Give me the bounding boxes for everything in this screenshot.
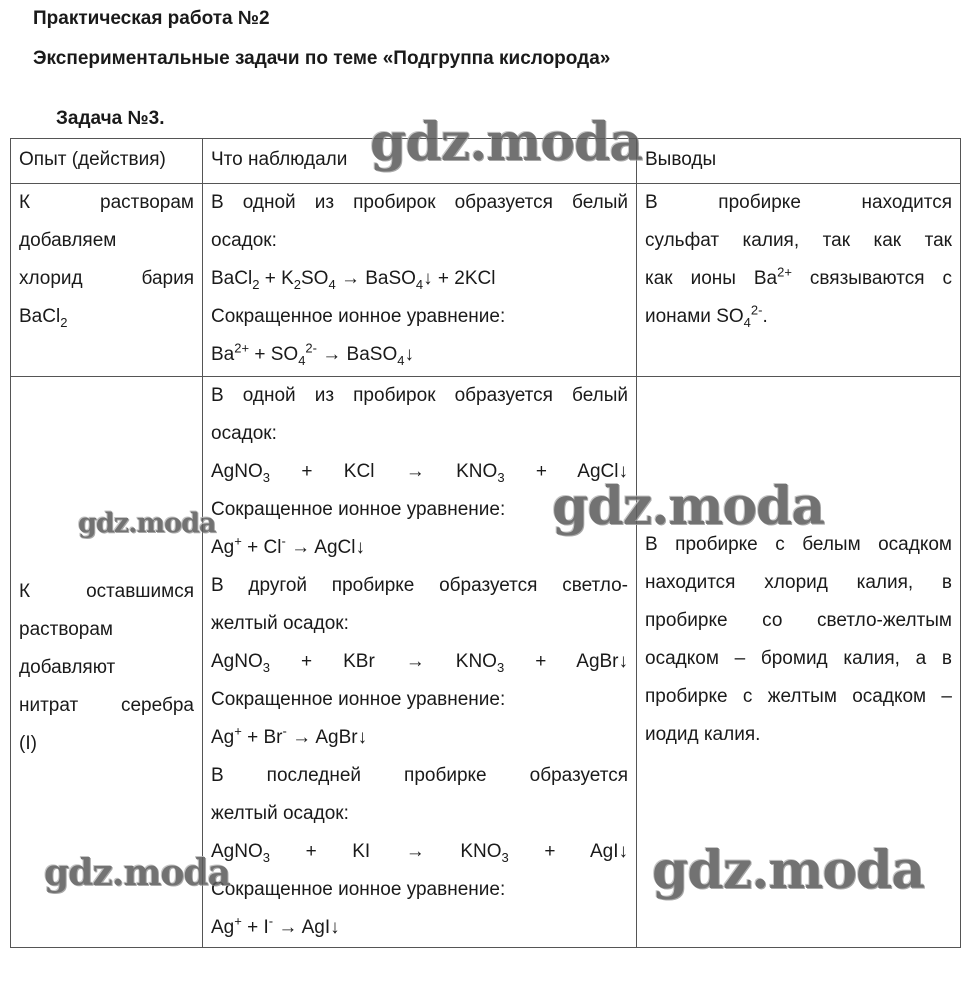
header-conclusion: Выводы [637, 139, 961, 184]
watermark: gdz.moda [78, 508, 216, 539]
task-heading: Задача №3. [56, 108, 165, 129]
table-row [11, 377, 961, 948]
experiment-table [10, 138, 961, 948]
ionic-equation-agi: Ag+ + I- → AgI↓ [211, 913, 340, 938]
header-observation: Что наблюдали [203, 139, 637, 184]
row2-action: К оставшимся растворам добавляют нитрат серебра (I) [11, 377, 203, 948]
ionic-equation-agcl: Ag+ + Cl- → AgCl↓ [211, 533, 365, 558]
equation-agbr: AgNO$_3$ + KBr → $KNO_3$ + AgBr↓ [211, 651, 629, 675]
row1-conclusion: В пробирке находится сульфат калия, так как так как ионы $Ba^{2+}$ связываются с ионами $SO_4^{2-}$. [637, 184, 961, 377]
equation-agi: AgNO$_3$ + KI → $KNO_3$ + AgI↓ [211, 841, 629, 865]
equation-agcl: AgNO$_3$ + KCl → $KNO_3$ + AgCl↓ [211, 461, 628, 485]
page-title: Практическая работа №2 [33, 8, 270, 29]
ionic-equation-baso4: $Ba^{2+} + SO_4^{2-}$ → BaSO$_4$↓ [211, 340, 414, 368]
row2-conclusion: В пробирке с белым осадком находится хлорид калия, в пробирке со светло-желтым осадком – бромид калия, а в пробирке с желтым осадком – иодид калия. [637, 377, 961, 948]
watermark: gdz.moda [552, 476, 825, 537]
watermark: gdz.moda [44, 852, 230, 894]
page-subtitle: Экспериментальные задачи по теме «Подгруппа кислорода» [33, 48, 611, 69]
watermark: gdz.moda [370, 112, 643, 173]
equation-bacl2: BaCl$_2$ + $K_2SO_4$ → BaSO$_4$↓ + 2KCl [211, 268, 496, 292]
table-header-row [11, 139, 961, 184]
row1-action: К растворам добавляем хлорид бария BaCl$_2$ [11, 184, 203, 377]
watermark: gdz.moda [652, 840, 925, 901]
ionic-equation-agbr: Ag+ + Br- → AgBr↓ [211, 723, 368, 748]
table-row [11, 184, 961, 377]
header-action: Опыт (действия) [11, 139, 203, 184]
row2-observation: В одной из пробирок образуется белый осадок: AgNO$_3$ + KCl → $KNO_3$ + AgCl↓ Сокращенное ионное уравнение: Ag+ + Cl- → AgCl↓ В другой пробирке образуется светло- желтый осадок: AgNO$_3$ + KBr → $KNO_3$ + AgBr↓ Сокращенное ионное уравнение: Ag+ + Br- → AgBr↓ В последней пробирке образуется желтый осадок: AgNO$_3$ + KI → $KNO_3$ + AgI↓ Сокращенное ионное уравнение: Ag+ + I- → AgI↓ [203, 377, 637, 948]
row1-observation: В одной из пробирок образуется белый осадок: BaCl$_2$ + $K_2SO_4$ → BaSO$_4$↓ + 2KCl Сокращенное ионное уравнение: $Ba^{2+} + SO_4^{2-}$ → BaSO$_4$↓ [203, 184, 637, 377]
